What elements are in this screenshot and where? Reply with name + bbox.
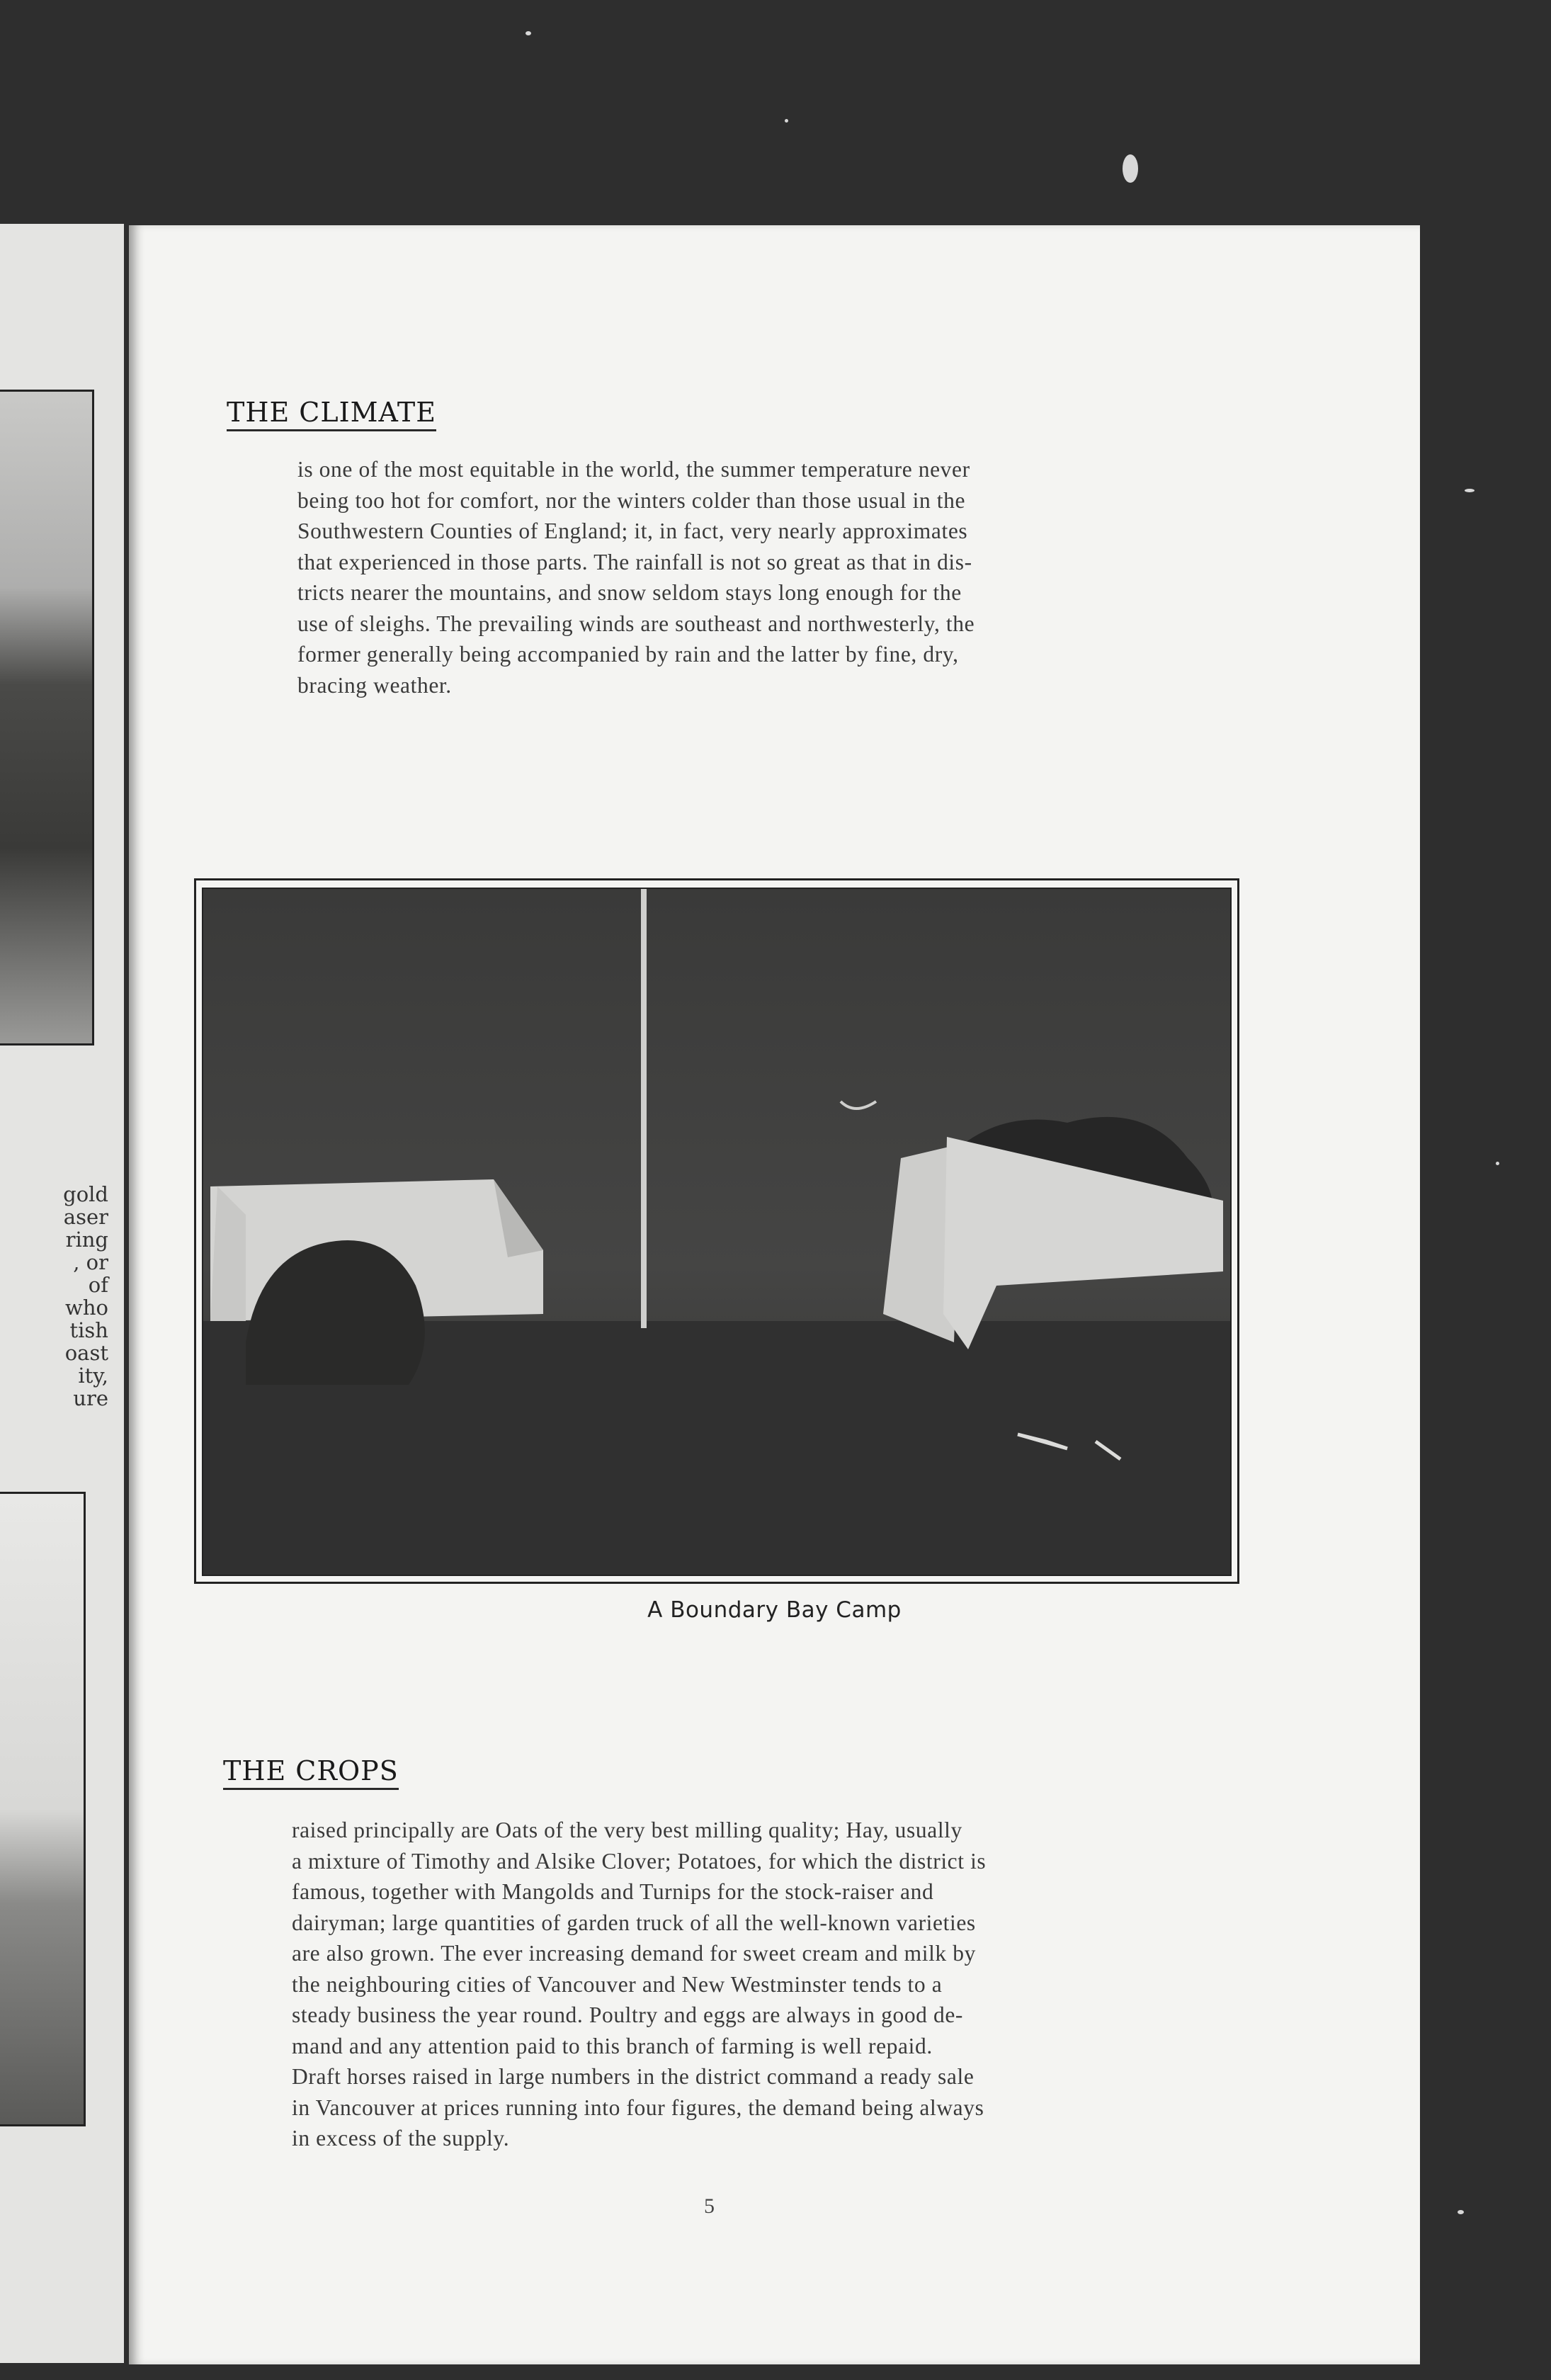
crops-line: a mixture of Timothy and Alsike Clover; Potatoes, for which the district is: [292, 1848, 987, 1874]
climate-line: is one of the most equitable in the world, the summer temperature never: [297, 457, 970, 482]
crops-paragraph: [292, 1815, 1201, 2154]
previous-page-edge: [0, 224, 124, 2363]
camp-photo: [202, 888, 1232, 1576]
crops-line: the neighbouring cities of Vancouver and New Westminster tends to a: [292, 1971, 943, 1997]
crops-line: in Vancouver at prices running into four figures, the demand being always: [292, 2095, 984, 2120]
crops-line: dairyman; large quantities of garden truck of all the well-known varieties: [292, 1910, 976, 1935]
climate-paragraph: [297, 454, 1201, 701]
dust-speck: [1465, 489, 1475, 492]
previous-page-text-fragment: gold aser ring , or of who tish oast ity, ure: [63, 1182, 108, 1410]
photo-caption: A Boundary Bay Camp: [647, 1597, 902, 1623]
climate-heading: THE CLIMATE: [227, 397, 436, 431]
camp-photo-illustration: [203, 889, 1230, 1575]
crops-line: are also grown. The ever increasing demand for sweet cream and milk by: [292, 1941, 976, 1966]
booklet-page: [129, 225, 1420, 2364]
climate-line: that experienced in those parts. The rainfall is not so great as that in dis-: [297, 549, 972, 574]
dust-speck: [785, 119, 788, 123]
previous-page-photo-bottom: [0, 1492, 86, 2126]
dust-speck: [1458, 2210, 1464, 2214]
crops-line: raised principally are Oats of the very best milling quality; Hay, usually: [292, 1818, 962, 1842]
climate-line: Southwestern Counties of England; it, in fact, very nearly approximates: [297, 518, 968, 543]
dust-speck: [1123, 154, 1138, 183]
dust-speck: [1496, 1162, 1499, 1165]
crops-line: mand and any attention paid to this branch of farming is well repaid.: [292, 2033, 933, 2058]
climate-line: former generally being accompanied by rain and the latter by fine, dry,: [297, 642, 959, 667]
crops-line: steady business the year round. Poultry and eggs are always in good de-: [292, 2002, 964, 2027]
crops-line: Draft horses raised in large numbers in the district command a ready sale: [292, 2064, 975, 2089]
previous-page-photo-top: [0, 390, 94, 1046]
crops-line: in excess of the supply.: [292, 2126, 510, 2150]
page-number: 5: [704, 2194, 715, 2218]
crops-line: famous, together with Mangolds and Turnips for the stock-raiser and: [292, 1879, 934, 1904]
climate-line: use of sleighs. The prevailing winds are southeast and northwesterly, the: [297, 611, 975, 636]
climate-line: being too hot for comfort, nor the winters colder than those usual in the: [297, 487, 966, 513]
dust-speck: [525, 31, 531, 35]
climate-line: bracing weather.: [297, 672, 452, 698]
climate-line: tricts nearer the mountains, and snow seldom stays long enough for the: [297, 580, 962, 605]
photo-frame: [194, 878, 1239, 1584]
crops-heading: THE CROPS: [223, 1755, 399, 1790]
